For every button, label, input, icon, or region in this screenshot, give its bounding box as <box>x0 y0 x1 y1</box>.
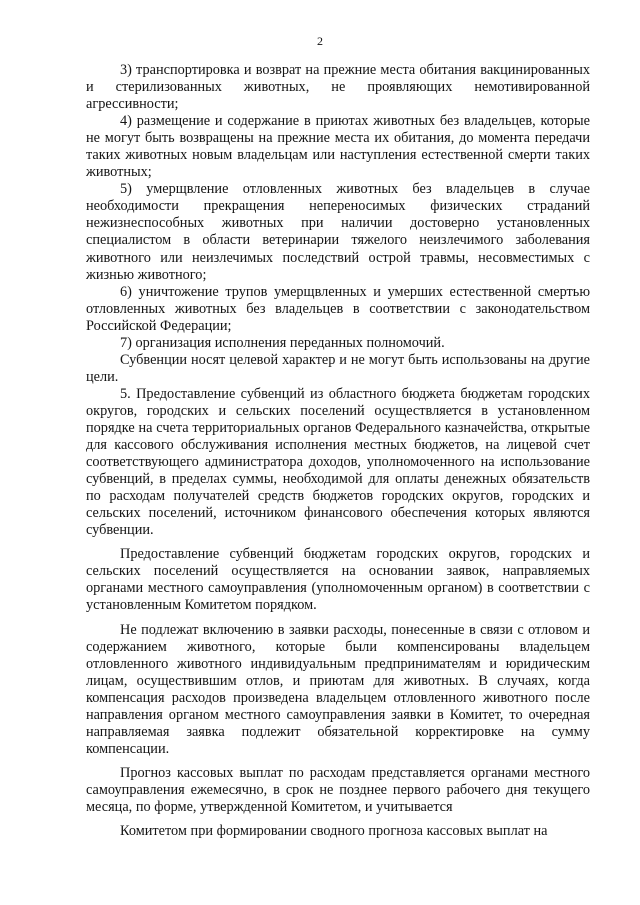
paragraph-item-5: 5) умерщвление отловленных животных без владельцев в случае необходимости прекращения непереносимых физических страданий нежизнеспособных животных при наличии достоверно установленных специалистом в области ветеринарии тяжелого неизлечимого заболевания животного или неизлечимых последствий острой травмы, несовместимых с жизнью животного; <box>86 181 590 283</box>
paragraph-item-7: 7) организация исполнения переданных полномочий. <box>120 334 445 351</box>
paragraph-item-4: 4) размещение и содержание в приютах животных без владельцев, которые не могут быть возвращены на прежние места их обитания, до момента передачи таких животных новым владельцам или наступления естественной смерти таких животных; <box>86 113 590 181</box>
document-body <box>86 62 590 840</box>
paragraph-applications: Предоставление субвенций бюджетам городских округов, городских и сельских поселений осуществляется на основании заявок, направляемых органами местного самоуправления (уполномоченным органом) в соответствии с установленным Комитетом порядком. <box>86 546 590 614</box>
paragraph-forecast: Прогноз кассовых выплат по расходам представляется органами местного самоуправления ежемесячно, в срок не позднее первого рабочего дня текущего месяца, по форме, утвержденной Комитетом, и учитывается <box>86 764 590 815</box>
paragraph-item-3: 3) транспортировка и возврат на прежние места обитания вакцинированных и стерилизованных животных, не проявляющих немотивированной агрессивности; <box>86 62 590 113</box>
paragraph-exclusions: Не подлежат включению в заявки расходы, понесенные в связи с отловом и содержанием животного, которые были компенсированы владельцем отловленного животного индивидуальным предпринимателям и юридическим лицам, осуществившим отлов, и приютам для животных. В случаях, когда компенсация расходов произведена владельцем отловленного животного после направления органом местного самоуправления заявки в Комитет, то очередная направляемая заявка подлежит обязательной корректировке на сумму компенсации. <box>86 621 590 757</box>
paragraph-item-6: 6) уничтожение трупов умерщвленных и умерших естественной смертью отловленных животных без владельцев в соответствии с законодательством Российской Федерации; <box>86 283 590 334</box>
paragraph-committee: Комитетом при формировании сводного прогноза кассовых выплат на <box>120 823 548 840</box>
paragraph-subventions-purpose: Субвенции носят целевой характер и не могут быть использованы на другие цели. <box>86 351 590 385</box>
paragraph-section-5: 5. Предоставление субвенций из областного бюджета бюджетам городских округов, городских и сельских поселений осуществляется в установленном порядке на счета территориальных органов Федерального казначейства, открытые для кассового обслуживания исполнения местных бюджетов, на лицевой счет соответствующего администратора доходов, уполномоченного на использование субвенций, в пределах суммы, необходимой для оплаты денежных обязательств по расходам получателей средств бюджетов городских округов, городских и сельских поселений, источником финансового обеспечения которых являются субвенции. <box>86 385 590 539</box>
page-number: 2 <box>317 34 323 48</box>
